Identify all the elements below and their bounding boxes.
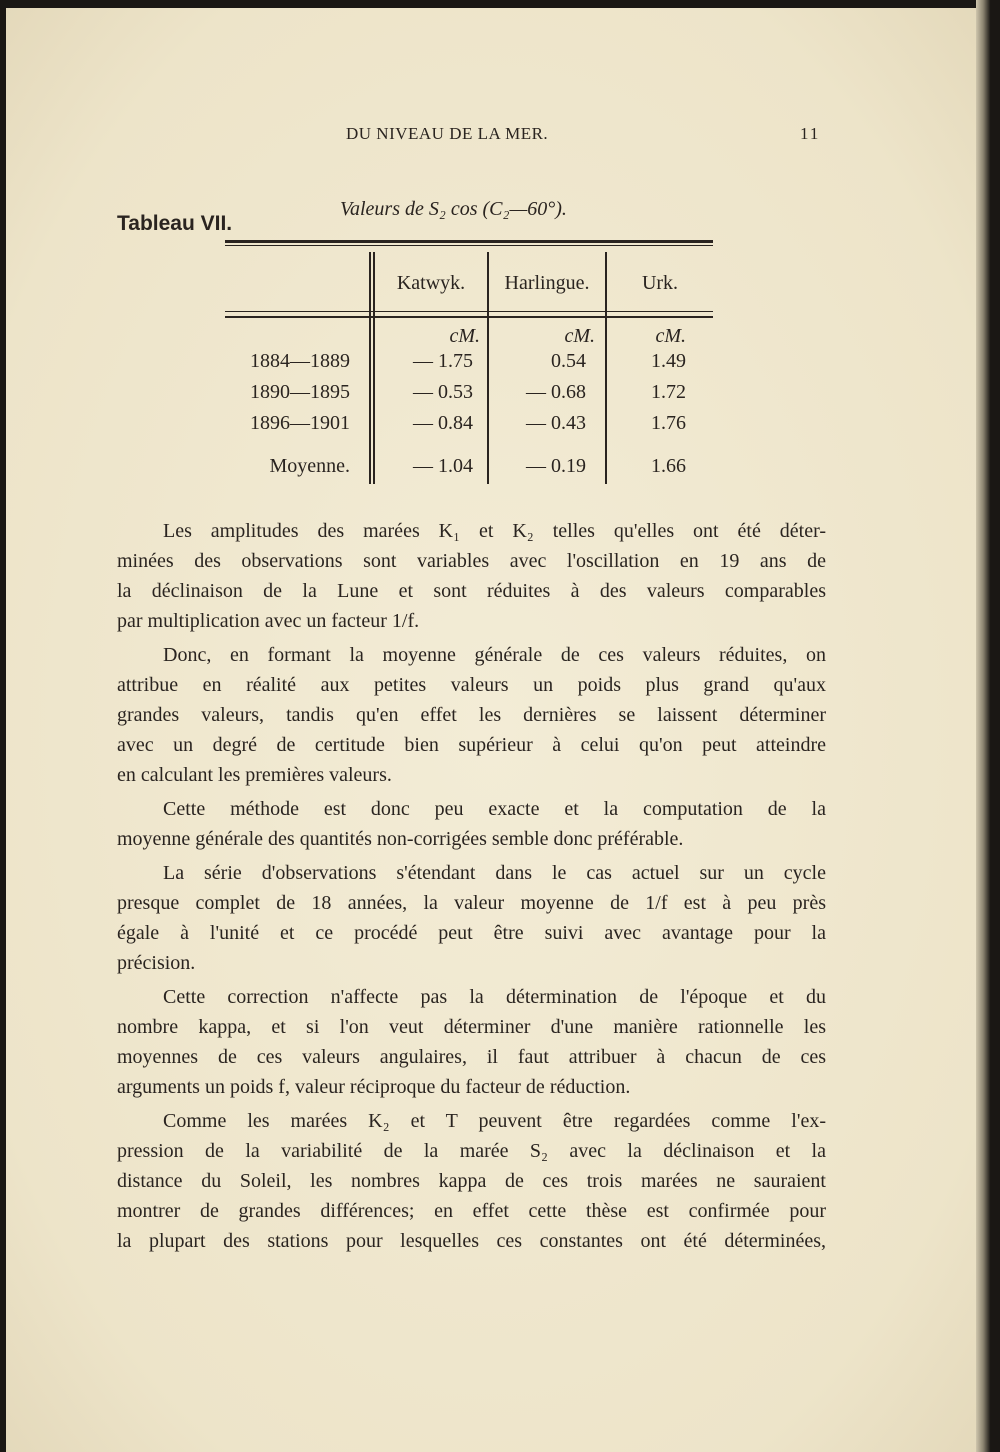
rule: [225, 316, 713, 318]
cell-urk: 1.76: [651, 412, 686, 434]
rule: [225, 240, 713, 243]
body-text: [117, 516, 826, 1256]
paragraph: [117, 858, 826, 978]
cell-katwyk: — 0.84: [413, 412, 473, 434]
column-divider: [369, 252, 371, 484]
row-period: 1890—1895: [250, 381, 350, 403]
text-line: la plupart des stations pour lesquelles ces constantes ont été déterminées,: [117, 1230, 826, 1252]
text-line: en calculant les premières valeurs.: [117, 764, 392, 786]
text-line: grandes valeurs, tandis qu'en effet les dernières se laissent déterminer: [117, 704, 826, 726]
row-period: 1884—1889: [250, 350, 350, 372]
cell-harlingue: — 0.19: [526, 455, 586, 477]
table-title: [340, 198, 567, 221]
paragraph: [117, 516, 826, 636]
text-line: nombre kappa, et si l'on veut déterminer d'une manière rationnelle les: [117, 1016, 826, 1038]
unit: cM.: [449, 325, 480, 347]
row-period: 1896—1901: [250, 412, 350, 434]
rule: [225, 311, 713, 312]
text-line: arguments un poids f, valeur réciproque du facteur de réduction.: [117, 1076, 631, 1098]
cell-urk: 1.49: [651, 350, 686, 372]
paragraph: [117, 794, 826, 854]
cell-harlingue: 0.54: [551, 350, 586, 372]
text-line: par multiplication avec un facteur 1/f.: [117, 610, 420, 632]
text-line: pression de la variabilité de la marée S₂ avec la déclinaison et la: [117, 1140, 826, 1162]
cell-urk: 1.66: [651, 455, 686, 477]
text-line: La série d'observations s'étendant dans le cas actuel sur un cycle: [163, 862, 826, 884]
scan-edge-right: [976, 0, 1000, 1452]
cell-urk: 1.72: [651, 381, 686, 403]
text-line: distance du Soleil, les nombres kappa de ces trois marées ne sauraient: [117, 1170, 826, 1192]
cell-harlingue: — 0.43: [526, 412, 586, 434]
paragraph: [117, 640, 826, 790]
table-title-formula: S₂ cos (C₂—60°).: [428, 198, 567, 220]
cell-katwyk: — 1.75: [413, 350, 473, 372]
text-line: presque complet de 18 années, la valeur moyenne de 1/f est à peu près: [117, 892, 826, 914]
text-line: égale à l'unité et ce procédé peut être suivi avec avantage pour la: [117, 922, 826, 944]
text-line: Cette méthode est donc peu exacte et la computation de la: [163, 798, 826, 820]
text-line: moyennes de ces valeurs angulaires, il faut attribuer à chacun de ces: [117, 1046, 826, 1068]
page-number: 11: [800, 124, 821, 143]
column-header: Katwyk.: [396, 272, 466, 294]
column-header: Harlingue.: [504, 272, 590, 294]
scan-edge-top: [0, 0, 1000, 8]
cell-katwyk: — 1.04: [413, 455, 473, 477]
unit: cM.: [564, 325, 595, 347]
rule: [225, 245, 713, 246]
running-title: DU NIVEAU DE LA MER.: [346, 124, 549, 143]
unit: cM.: [655, 325, 686, 347]
cell-harlingue: — 0.68: [526, 381, 586, 403]
table-label: Tableau VII.: [117, 212, 233, 235]
text-line: montrer de grandes différences; en effet cette thèse est confirmée pour: [117, 1200, 826, 1222]
text-line: attribue en réalité aux petites valeurs un poids plus grand qu'aux: [117, 674, 826, 696]
cell-katwyk: — 0.53: [413, 381, 473, 403]
text-line: Comme les marées K₂ et T peuvent être regardées comme l'ex-: [163, 1110, 826, 1132]
paragraph: [117, 982, 826, 1102]
paragraph: [117, 1106, 826, 1256]
text-line: la déclinaison de la Lune et sont réduites à des valeurs comparables: [117, 580, 826, 602]
column-header: Urk.: [641, 272, 679, 294]
row-period: Moyenne.: [269, 455, 350, 477]
text-line: Les amplitudes des marées K₁ et K₂ telles qu'elles ont été déter-: [163, 520, 826, 542]
text-line: avec un degré de certitude bien supérieur à celui qu'on peut atteindre: [117, 734, 826, 756]
text-line: Donc, en formant la moyenne générale de ces valeurs réduites, on: [163, 644, 826, 666]
text-line: Cette correction n'affecte pas la détermination de l'époque et du: [163, 986, 826, 1008]
text-line: précision.: [117, 952, 196, 974]
text-line: minées des observations sont variables avec l'oscillation en 19 ans de: [117, 550, 826, 572]
table-title-italic: Valeurs de: [340, 198, 424, 220]
text-line: moyenne générale des quantités non-corrigées semble donc préférable.: [117, 828, 684, 850]
